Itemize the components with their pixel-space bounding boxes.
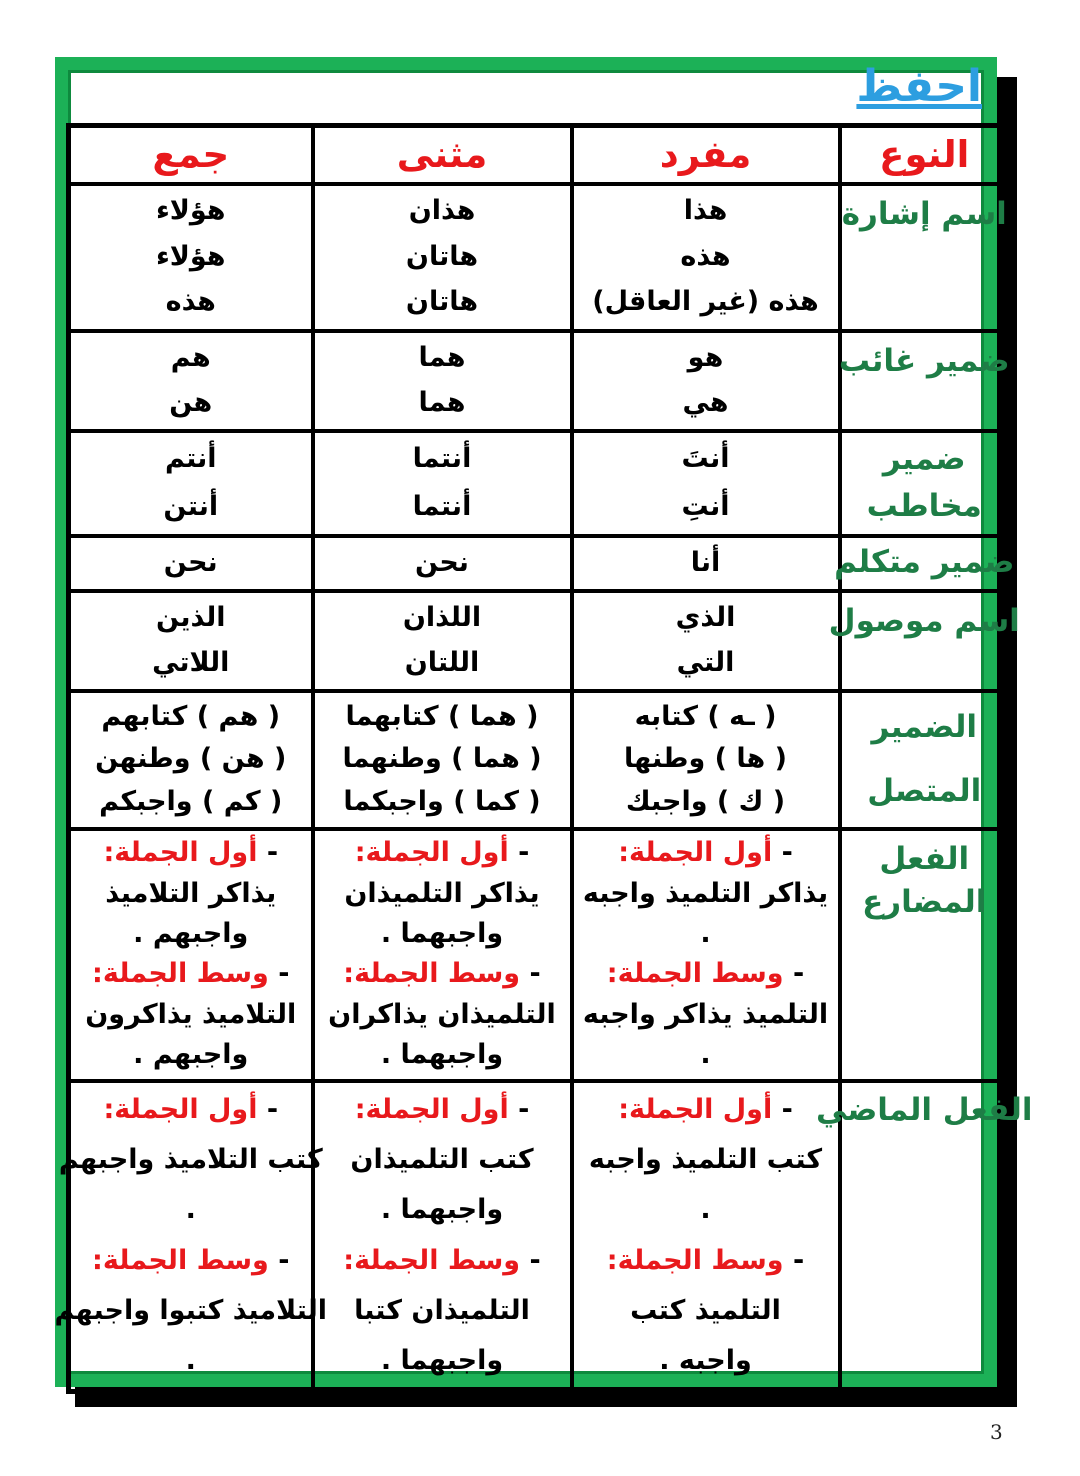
row-label-line: الفعل الماضي [815,1092,1033,1129]
cell-line: ( ها ) وطنها [624,743,787,775]
cell-line [618,835,793,871]
marker-dash: - [508,1094,530,1126]
marker-text: أول الجملة: [103,1094,258,1126]
row-label-fil-madi [815,1081,1033,1392]
cell-damir-mukhatab-mufrad [572,431,840,536]
table-row [69,591,1010,691]
marker-text: وسط الجملة: [606,958,784,990]
marker-text: أول الجملة: [354,837,509,869]
cell-line: أنا [690,546,721,578]
cell-damir-muttasil-muthanna [313,691,572,829]
row-label-line: المتصل [867,772,982,809]
grammar-table-body [54,184,1033,1392]
marker-dash: - [268,958,290,990]
cell-line [343,1243,540,1279]
table-row [69,331,1010,431]
cell-line: ( ـه ) كتابه [634,700,777,732]
row-label-line: مخاطب [866,488,982,525]
cell-line: ( هن ) وطنهن [95,743,287,775]
cell-damir-mutakallim-mufrad [572,536,840,591]
cell-fil-madi-muthanna [313,1081,572,1392]
cell-line: هذه (غير العاقل) [592,286,819,318]
cell-line [607,1243,804,1279]
header-singular: مفرد [572,126,840,184]
header-row [69,126,1010,184]
cell-line [618,1092,793,1128]
cell-line: أنتما [412,443,472,475]
row-label-line: اسم إشارة [841,195,1007,232]
cell-line: أنتَ [681,443,730,475]
cell-line: واجبهما . [380,918,504,950]
row-label-damir-mutakallim [834,536,1015,591]
cell-line [103,1092,278,1128]
cell-fil-madi-mufrad [572,1081,840,1392]
cell-line: واجبه . [659,1344,752,1376]
cell-line: واجبهم . [133,1039,249,1071]
row-label-fil-mudari [840,829,1010,1081]
cell-line [607,956,804,992]
cell-line: ( هما ) كتابهما [345,700,539,732]
cell-damir-muttasil-mufrad [572,691,840,829]
table-row [69,691,1010,829]
cell-line: هم [170,341,211,373]
cell-line: التلاميذ يذاكرون [85,998,297,1030]
cell-line: كتب التلاميذ واجبهم [58,1144,323,1176]
marker-text: وسط الجملة: [92,958,269,990]
row-label-line: ضمير غائب [838,342,1010,379]
cell-line: أنتِ [681,490,730,522]
marker-dash: - [772,1094,793,1126]
cell-line [355,1092,530,1128]
cell-fil-madi-jam [54,1081,327,1392]
table-row [69,184,1010,331]
cell-line: هذه [165,286,216,318]
header-plural: جمع [69,126,313,184]
cell-line: الذي [675,601,736,633]
table-row [69,1081,1010,1392]
marker-dash: - [772,837,793,869]
marker-text: أول الجملة: [618,837,773,869]
cell-line: . [185,1344,196,1376]
cell-line: . [700,1194,711,1226]
row-label-line: المضارع [862,883,987,920]
marker-dash: - [783,1244,805,1276]
row-label-line: الضمير [871,708,978,745]
marker-text: وسط الجملة: [606,1244,784,1276]
cell-line: التلميذ يذاكر واجبه [582,998,829,1030]
cell-line [92,956,289,992]
cell-line: التلاميذ كتبوا واجبهم [54,1294,327,1326]
cell-line: هؤلاء [155,195,226,227]
cell-damir-ghaib-jam [69,331,313,431]
cell-line: واجبهما . [380,1344,504,1376]
marker-text: وسط الجملة: [343,958,521,990]
cell-line: ( هما ) وطنهما [342,743,542,775]
cell-line: . [700,1039,711,1071]
cell-line: . [185,1194,196,1226]
cell-line: أنتن [163,490,219,522]
cell-line: أنتم [164,443,217,475]
cell-ism-ishara-muthanna [313,184,572,331]
cell-damir-mutakallim-jam [69,536,313,591]
cell-line: هذه [680,240,731,272]
cell-line: هذا [683,195,728,227]
marker-dash: - [257,837,279,869]
cell-damir-mukhatab-jam [69,431,313,536]
header-dual: مثنى [313,126,572,184]
marker-dash: - [268,1244,290,1276]
row-label-ism-mawsul [828,591,1020,691]
cell-damir-mukhatab-muthanna [313,431,572,536]
cell-line: هاتان [405,286,479,318]
cell-ism-mawsul-muthanna [313,591,572,691]
cell-damir-ghaib-muthanna [313,331,572,431]
cell-damir-ghaib-mufrad [572,331,840,431]
cell-line: هو [687,341,724,373]
cell-ism-mawsul-jam [69,591,313,691]
cell-line [355,835,530,871]
cell-line: يذاكر التلميذان [344,877,540,909]
cell-damir-mutakallim-muthanna [313,536,572,591]
marker-dash: - [520,958,541,990]
cell-line: واجبهما . [380,1194,504,1226]
cell-line: هؤلاء [155,240,226,272]
marker-dash: - [783,958,805,990]
cell-line: ( كم ) واجبكم [99,785,283,817]
row-label-line: ضمير [882,440,966,477]
marker-dash: - [520,1244,541,1276]
cell-line: أنتما [412,490,472,522]
cell-ism-ishara-mufrad [572,184,840,331]
cell-ism-mawsul-mufrad [572,591,840,691]
cell-line: واجبهم . [133,918,249,950]
marker-text: وسط الجملة: [92,1244,269,1276]
marker-text: أول الجملة: [618,1094,773,1126]
cell-line: هما [418,341,466,373]
cell-line: هذان [408,195,476,227]
cell-line [343,956,540,992]
cell-line [92,1243,289,1279]
cell-line: يذاكر التلميذ واجبه [582,877,829,909]
table-row [69,829,1010,1081]
cell-line: . [700,918,711,950]
cell-line: اللذان [402,601,482,633]
marker-text: أول الجملة: [103,837,258,869]
row-label-damir-muttasil [840,691,1010,829]
cell-line: اللاتي [152,646,230,678]
cell-line: التلميذ كتب [630,1294,781,1326]
row-label-line: الفعل [879,840,970,877]
cell-line: الذين [156,601,226,633]
row-label-damir-mukhatab [840,431,1010,536]
cell-line [103,835,278,871]
cell-line: هما [418,386,466,418]
marker-dash: - [508,837,530,869]
table-row [69,536,1010,591]
cell-line: هاتان [405,240,479,272]
green-frame [54,57,1033,1387]
row-label-damir-ghaib [840,331,1010,431]
row-label-line: ضمير متكلم [834,544,1015,581]
cell-fil-mudari-mufrad [572,829,840,1081]
cell-line: ( هم ) كتابهم [101,700,281,732]
cell-line: نحن [163,546,218,578]
page-title: احفظ [856,61,982,112]
cell-line: نحن [415,546,469,578]
cell-line: كتب التلميذان [350,1144,534,1176]
cell-line: ( ك ) واجبك [625,785,786,817]
cell-damir-muttasil-jam [69,691,313,829]
cell-line: التلميذان كتبا [354,1294,530,1326]
marker-text: أول الجملة: [354,1094,509,1126]
page-number: 3 [990,1420,1003,1444]
row-label-ism-ishara [840,184,1010,331]
marker-dash: - [257,1094,279,1126]
cell-fil-mudari-jam [69,829,313,1081]
cell-line: التلميذان يذاكران [328,998,556,1030]
cell-fil-mudari-muthanna [313,829,572,1081]
cell-line: هي [682,386,729,418]
cell-line: كتب التلميذ واجبه [588,1144,823,1176]
cell-line: اللتان [404,646,480,678]
cell-line: التي [676,646,735,678]
cell-line: يذاكر التلاميذ [105,877,277,909]
marker-text: وسط الجملة: [343,1244,521,1276]
row-label-line: اسم موصول [828,602,1020,639]
cell-ism-ishara-jam [69,184,313,331]
grammar-table [54,123,1033,1394]
table-row [69,431,1010,536]
cell-line: هن [169,386,213,418]
header-type: النوع [840,126,1010,184]
cell-line: واجبهما . [380,1039,504,1071]
cell-line: ( كما ) واجبكما [343,785,541,817]
